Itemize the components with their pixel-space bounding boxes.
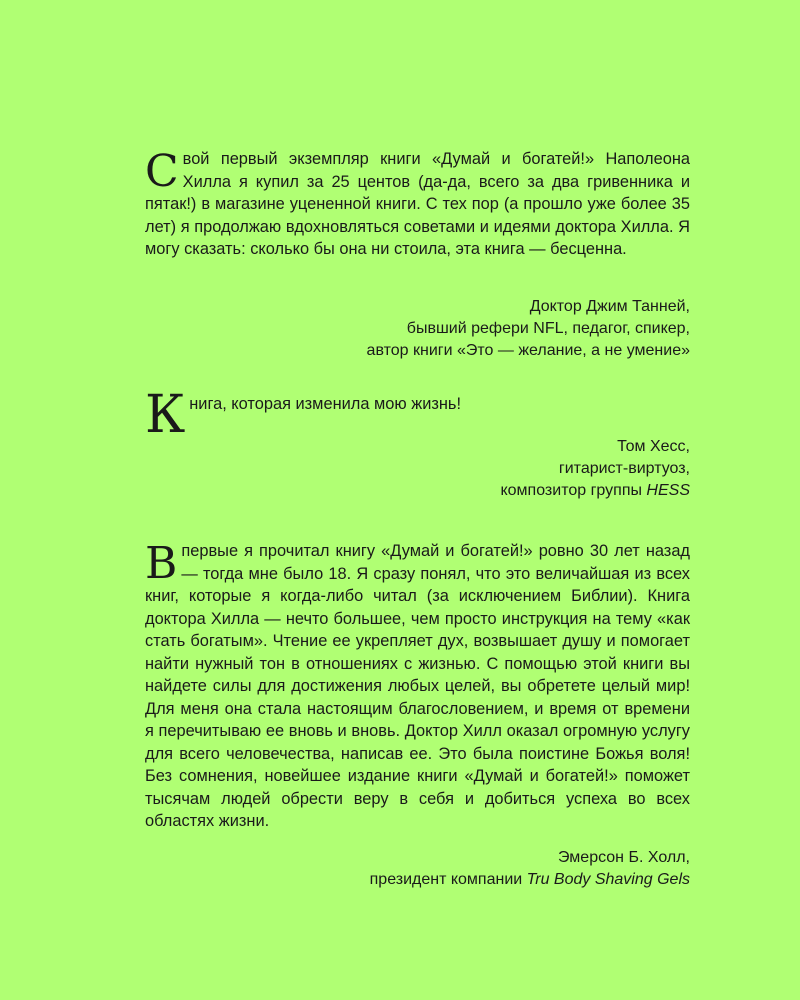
testimonial-attribution-1 [367,296,690,362]
testimonial-quote-2 [145,385,690,445]
author-extra-prefix: композитор группы [500,482,647,499]
company-name: Tru Body Shaving Gels [526,871,690,888]
author-role: бывший рефери NFL, педагог, спикер, [406,320,690,337]
author-name: Эмерсон Б. Холл, [557,849,690,866]
author-role: гитарист-виртуоз, [558,460,690,477]
drop-cap-letter: К [145,385,186,445]
testimonial-quote-3 [145,540,690,833]
quote-text: вой первый экземпляр книги «Думай и богатей!» Наполеона Хилла я купил за 25 центов (да-да, всего за два гривенника и пятак!) в магазине уцененной книги. С тех пор (а прошло уже более 35 лет) я продолжаю вдохновляться советами и идеями доктора Хилла. Я могу сказать: сколько бы она ни стоила, эта книга — бесценна. [145,150,690,258]
author-role [370,869,690,891]
testimonial-attribution-2 [500,436,690,502]
testimonial-quote-1 [145,148,690,261]
drop-cap-letter: С [145,146,179,197]
author-extra: автор книги «Это — желание, а не умение» [366,342,690,359]
quote-text: нига, которая изменила мою жизнь! [189,395,462,413]
author-name: Том Хесс, [617,438,690,455]
author-role-prefix: президент компании [369,871,527,888]
testimonial-attribution-3 [370,847,690,891]
band-name: HESS [646,482,690,499]
author-extra [500,480,690,502]
author-name: Доктор Джим Танней, [529,298,690,315]
drop-cap-letter: В [145,538,178,589]
quote-text: первые я прочитал книгу «Думай и богатей!» ровно 30 лет назад — тогда мне было 18. Я сразу понял, что это величайшая из всех книг, которые я когда-либо читал (за исключением Библии). Книга доктора Хилла — нечто большее, чем просто инструкция на тему «как стать богатым». Чтение ее укрепляет дух, возвышает душу и помогает найти нужный тон в отношениях с жизнью. С помощью этой книги вы найдете силы для достижения любых целей, вы обретете целый мир! Для меня она стала настоящим благословением, и время от времени я перечитываю ее вновь и вновь. Доктор Хилл оказал огромную услугу для всего человечества, написав ее. Это была поистине Божья воля! Без сомнения, новейшее издание книги «Думай и богатей!» поможет тысячам людей обрести веру в себя и добиться успеха во всех областях жизни. [145,542,690,830]
